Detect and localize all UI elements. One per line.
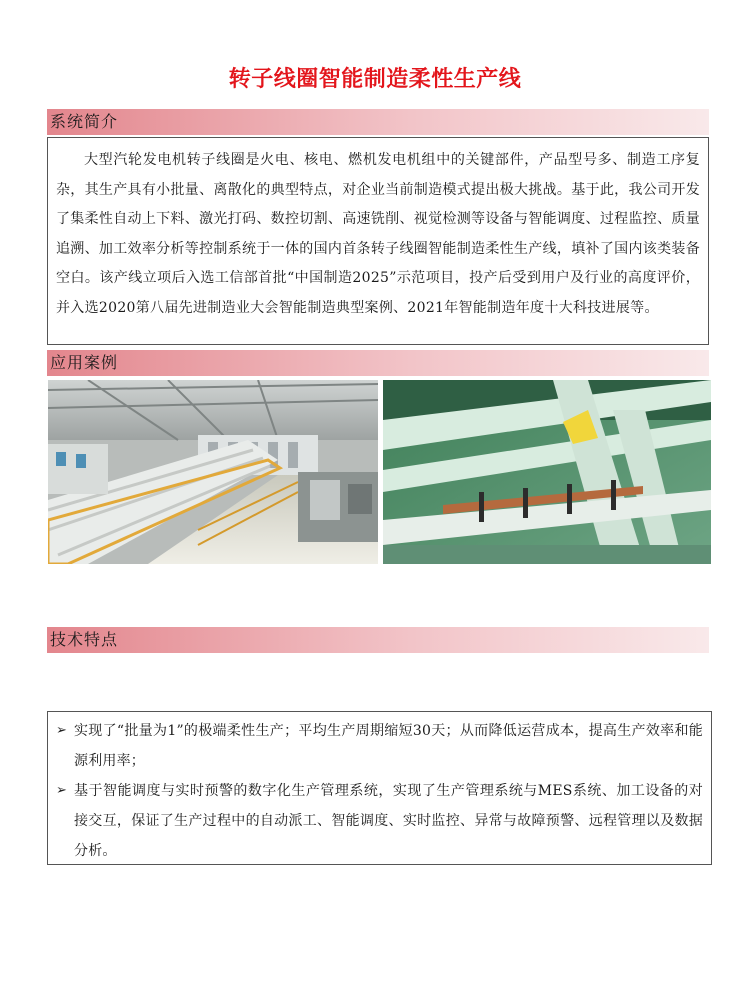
system-intro-text: 大型汽轮发电机转子线圈是火电、核电、燃机发电机组中的关键部件，产品型号多、制造工序复杂，其生产具有小批量、离散化的典型特点，对企业当前制造模式提出极大挑战。基于此，我公司开发了集柔性自动上下料、激光打码、数控切割、高速铣削、视觉检测等设备与智能调度、过程监控、质量追溯、加工效率分析等控制系统于一体的国内首条转子线圈智能制造柔性生产线，填补了国内该类装备空白。该产线立项后入选工信部首批“中国制造2025”示范项目，投产后受到用户及行业的高度评价，并入选2020第八届先进制造业大会智能制造典型案例、2021年智能制造年度十大科技进展等。 <box>56 152 700 316</box>
factory-hall-photo <box>48 380 378 564</box>
page-title: 转子线圈智能制造柔性生产线 <box>228 67 522 92</box>
section-heading-features: 技术特点 <box>47 627 709 653</box>
system-intro-box <box>47 137 709 345</box>
arrow-bullet-icon: ➢ <box>56 783 68 798</box>
feature-text: 基于智能调度与实时预警的数字化生产管理系统，实现了生产管理系统与MES系统、加工设备的对接交互，保证了生产过程中的自动派工、智能调度、实时监控、异常与故障预警、远程管理以及数据分析。 <box>74 783 703 859</box>
arrow-bullet-icon: ➢ <box>56 723 68 738</box>
section-heading-cases: 应用案例 <box>47 350 709 376</box>
section-heading-system-intro: 系统简介 <box>47 109 709 135</box>
feature-text: 实现了“批量为1”的极端柔性生产；平均生产周期缩短30天；从而降低运营成本，提高生产效率和能源利用率； <box>74 723 703 769</box>
feature-item <box>56 716 703 776</box>
conveyor-line-photo <box>383 380 711 564</box>
features-box <box>47 711 712 865</box>
feature-item <box>56 776 703 866</box>
